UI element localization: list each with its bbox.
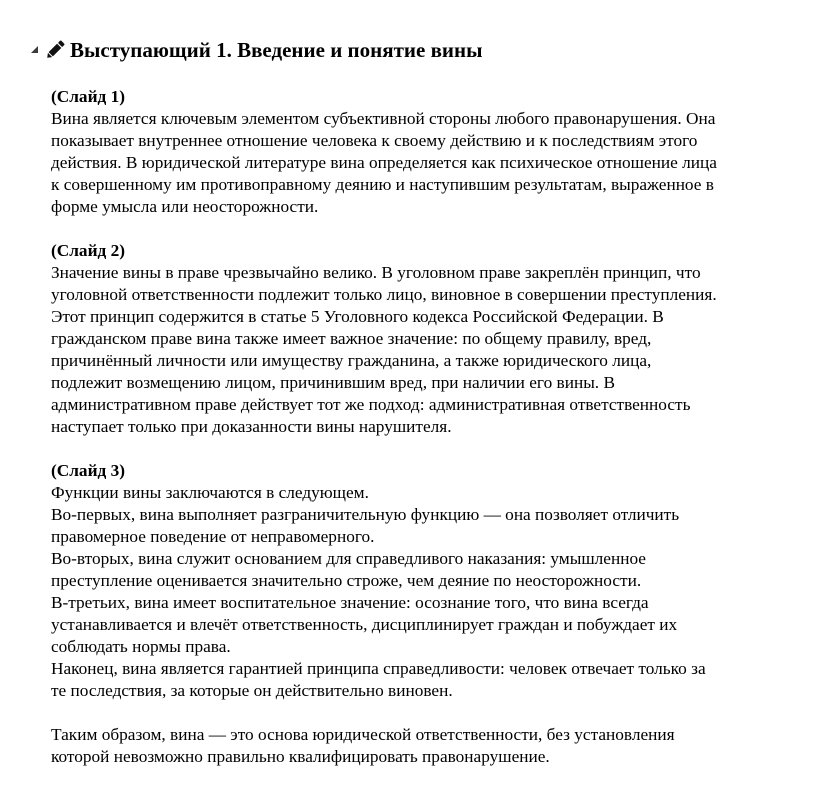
text-line: Во-первых, вина выполняет разграничительную функцию — она позволяет отличить [51,505,680,524]
text-line: Значение вины в праве чрезвычайно велико. В уголовном праве закреплён принцип, что [51,263,701,282]
document-body [51,86,801,768]
text-line: Таким образом, вина — это основа юридической ответственности, без установления [51,725,675,744]
text-line: административном праве действует тот же подход: административная ответственность [51,395,691,414]
pencil-icon [44,38,66,62]
text-line: те последствия, за которые он действительно виновен. [51,681,453,700]
text-line: правомерное поведение от неправомерного. [51,527,375,546]
section-heading: Выступающий 1. Введение и понятие вины [70,38,483,62]
text-line: соблюдать нормы права. [51,637,231,656]
text-line: Вина является ключевым элементом субъективной стороны любого правонарушения. Она [51,109,716,128]
slide-3-section [51,460,801,702]
slide-1-label: (Слайд 1) [51,87,125,106]
text-line: форме умысла или неосторожности. [51,197,319,216]
text-line: причинённый личности или имуществу гражданина, а также юридического лица, [51,351,652,370]
conclusion-section [51,724,801,768]
text-line: Функции вины заключаются в следующем. [51,483,369,502]
text-line: подлежит возмещению лицом, причинившим вред, при наличии его вины. В [51,373,615,392]
text-line: Этот принцип содержится в статье 5 Уголовного кодекса Российской Федерации. В [51,307,664,326]
text-line: Во-вторых, вина служит основанием для справедливого наказания: умышленное [51,549,646,568]
slide-3-label: (Слайд 3) [51,461,125,480]
text-line: В-третьих, вина имеет воспитательное значение: осознание того, что вина всегда [51,593,649,612]
text-line: гражданском праве вина также имеет важное значение: по общему правилу, вред, [51,329,652,348]
text-line: уголовной ответственности подлежит только лицо, виновное в совершении преступления. [51,285,717,304]
heading-row [30,36,483,64]
text-line: Наконец, вина является гарантией принципа справедливости: человек отвечает только за [51,659,706,678]
slide-2-section [51,240,801,438]
text-line: которой невозможно правильно квалифицировать правонарушение. [51,747,550,766]
text-line: показывает внутреннее отношение человека к своему действию и к последствиям этого [51,131,698,150]
collapse-triangle-icon[interactable] [30,45,40,55]
text-line: действия. В юридической литературе вина определяется как психическое отношение лица [51,153,717,172]
slide-2-label: (Слайд 2) [51,241,125,260]
text-line: наступает только при доказанности вины нарушителя. [51,417,452,436]
slide-1-section [51,86,801,218]
text-line: преступление оценивается значительно строже, чем деяние по неосторожности. [51,571,642,590]
text-line: устанавливается и влечёт ответственность, дисциплинирует граждан и побуждает их [51,615,678,634]
text-line: к совершенному им противоправному деянию и наступившим результатам, выраженное в [51,175,714,194]
